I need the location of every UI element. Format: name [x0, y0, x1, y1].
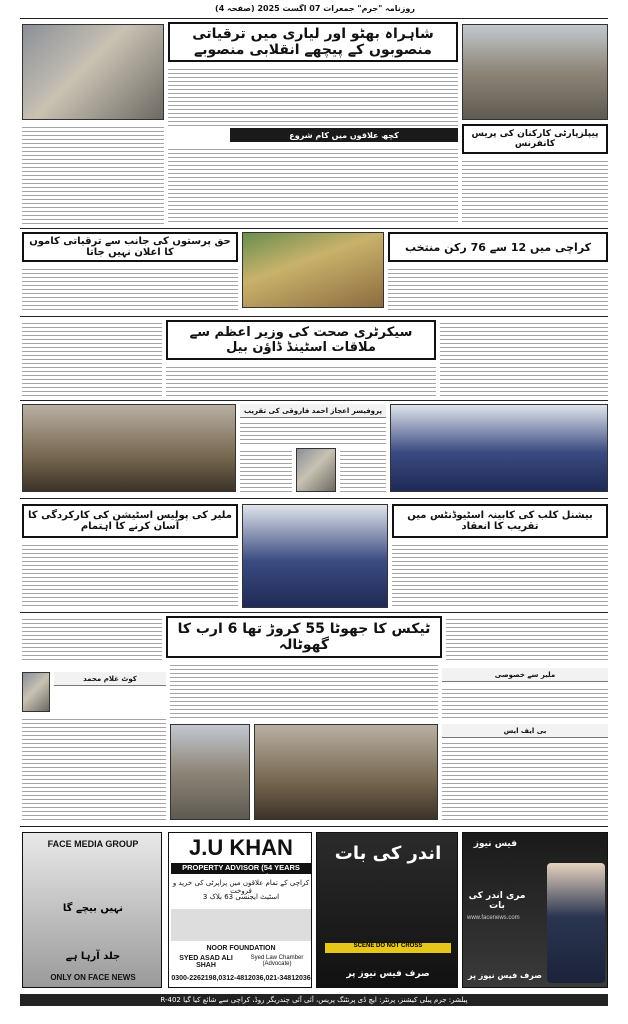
ad-phones: 0300-2262198,0312-4812036,021-34812036	[171, 975, 311, 982]
ad-person-photo	[547, 863, 605, 983]
text-column	[22, 124, 164, 224]
subheadline: پروفیسر اعجاز احمد فاروقی کی تقریب	[240, 404, 386, 418]
photo-conference-table	[22, 404, 236, 492]
text-column	[22, 266, 238, 312]
ad-urdu-text: نہیں بیچے گا	[62, 903, 124, 914]
ad-text: اسٹیٹ ایجنسی 63 بلاک 3	[202, 893, 280, 901]
text-column	[240, 448, 292, 492]
photo-crop-field	[242, 232, 384, 308]
ad-name: SYED ASAD ALI SHAH	[179, 955, 233, 969]
ad-urdu-text: مری اندر کی بات	[468, 891, 526, 911]
text-column	[442, 686, 608, 720]
ad-scene-tape: SCENE DO NOT CROSS	[325, 943, 451, 953]
headline-main-2: حق پرستوں کی جانب سے ترقیاتی کاموں کا اعلان نہیں جاتا	[22, 232, 238, 262]
ad-andar-ki-baat	[316, 832, 458, 988]
ad-title: J.U KHAN	[189, 835, 293, 860]
ad-title: اندر کی بات	[334, 843, 442, 864]
ad-face-news	[462, 832, 608, 988]
text-column	[22, 616, 162, 662]
text-column	[168, 146, 458, 224]
text-column	[22, 542, 238, 608]
text-column	[446, 616, 608, 662]
headline-main-1: شاہراہ بھٹو اور لیاری میں ترقیاتی منصوبوں کے پیچھے انقلابی منصوبے	[168, 22, 458, 62]
headline-right-1: پیپلزپارٹی کارکنان کی پریس کانفرنس	[462, 124, 608, 154]
ad-url: www.facenews.com	[467, 915, 520, 921]
photo-event-hall	[254, 724, 438, 820]
headline-main-3: سیکرٹری صحت کی وزیر اعظم سے ملاقات اسٹینڈ ڈاؤن بیل	[166, 320, 436, 360]
ad-law-chamber: Syed Law Chamber (Advocate)	[250, 955, 304, 967]
text-column	[462, 158, 608, 224]
ad-caption: صرف فیس نیوز پر	[467, 971, 543, 980]
photo-speaker	[170, 724, 250, 820]
photo-meeting-officials	[22, 24, 164, 120]
ad-urdu-text: جلد آرہا ہے	[65, 951, 121, 962]
ad-title: FACE MEDIA GROUP	[47, 839, 139, 849]
ad-face-media-group	[22, 832, 162, 988]
ad-text: کراچی کے تمام علاقوں میں پراپرٹی کی خرید و فروخت	[172, 879, 310, 895]
ad-tagline: ONLY ON FACE NEWS	[50, 973, 136, 982]
ad-photo	[171, 909, 311, 941]
ad-caption: صرف فیس نیوز پر	[346, 969, 430, 979]
subheadline: ملیر سے خصوصی	[442, 668, 608, 682]
text-column	[166, 364, 436, 396]
photo-award-ceremony	[242, 504, 388, 608]
text-column	[168, 66, 458, 126]
footer-publisher-line: پبلشر: جرم پبلی کیشنز، پرنٹر: ایچ ڈی پرنٹنگ پریس، آئی آئی چندریگر روڈ، کراچی سے شائع کیا گیا R-402	[20, 994, 608, 1006]
photo-group-outdoor	[390, 404, 608, 492]
ad-title: فیس نیوز	[473, 839, 517, 849]
headline-main-5: ملیر کی پولیس اسٹیشن کی کارکردگی کا آسان کرنے کا اہتمام	[22, 504, 238, 538]
subheadline: بی ایف ایس	[442, 724, 608, 738]
text-column	[392, 542, 608, 608]
photo-portrait	[296, 448, 336, 492]
ad-jukhan-property	[168, 832, 312, 988]
text-column	[170, 662, 438, 720]
subheadline: کچھ علاقوں میں کام شروع	[230, 128, 458, 142]
text-column	[340, 448, 386, 492]
text-column	[442, 740, 608, 820]
photo-group-gathering	[462, 24, 608, 120]
text-column	[240, 420, 386, 446]
text-column	[22, 716, 166, 820]
text-column	[440, 320, 608, 396]
masthead-date-line: روزنامہ "جرم" جمعرات 07 اگست 2025 (صفحہ 4)	[215, 4, 415, 13]
text-column	[22, 320, 162, 396]
photo-portrait	[22, 672, 50, 712]
headline-main-4: بیشنل کلب کی کابینہ اسٹیوڈنٹس میں تقریب کا انعقاد	[392, 504, 608, 538]
ad-foundation: NOOR FOUNDATION	[206, 945, 276, 952]
headline-main-6: ٹیکس کا جھوٹا 55 کروڑ تھا 6 ارب کا گھوٹالہ	[166, 616, 442, 658]
subheadline: کوٹ غلام محمد	[54, 672, 166, 686]
headline-main-7: کراچی میں 12 سے 76 رکن منتخب	[388, 232, 608, 262]
ad-subtitle: PROPERTY ADVISOR (54 YEARS EXPERIENCED)	[171, 863, 311, 874]
text-column	[388, 266, 608, 312]
